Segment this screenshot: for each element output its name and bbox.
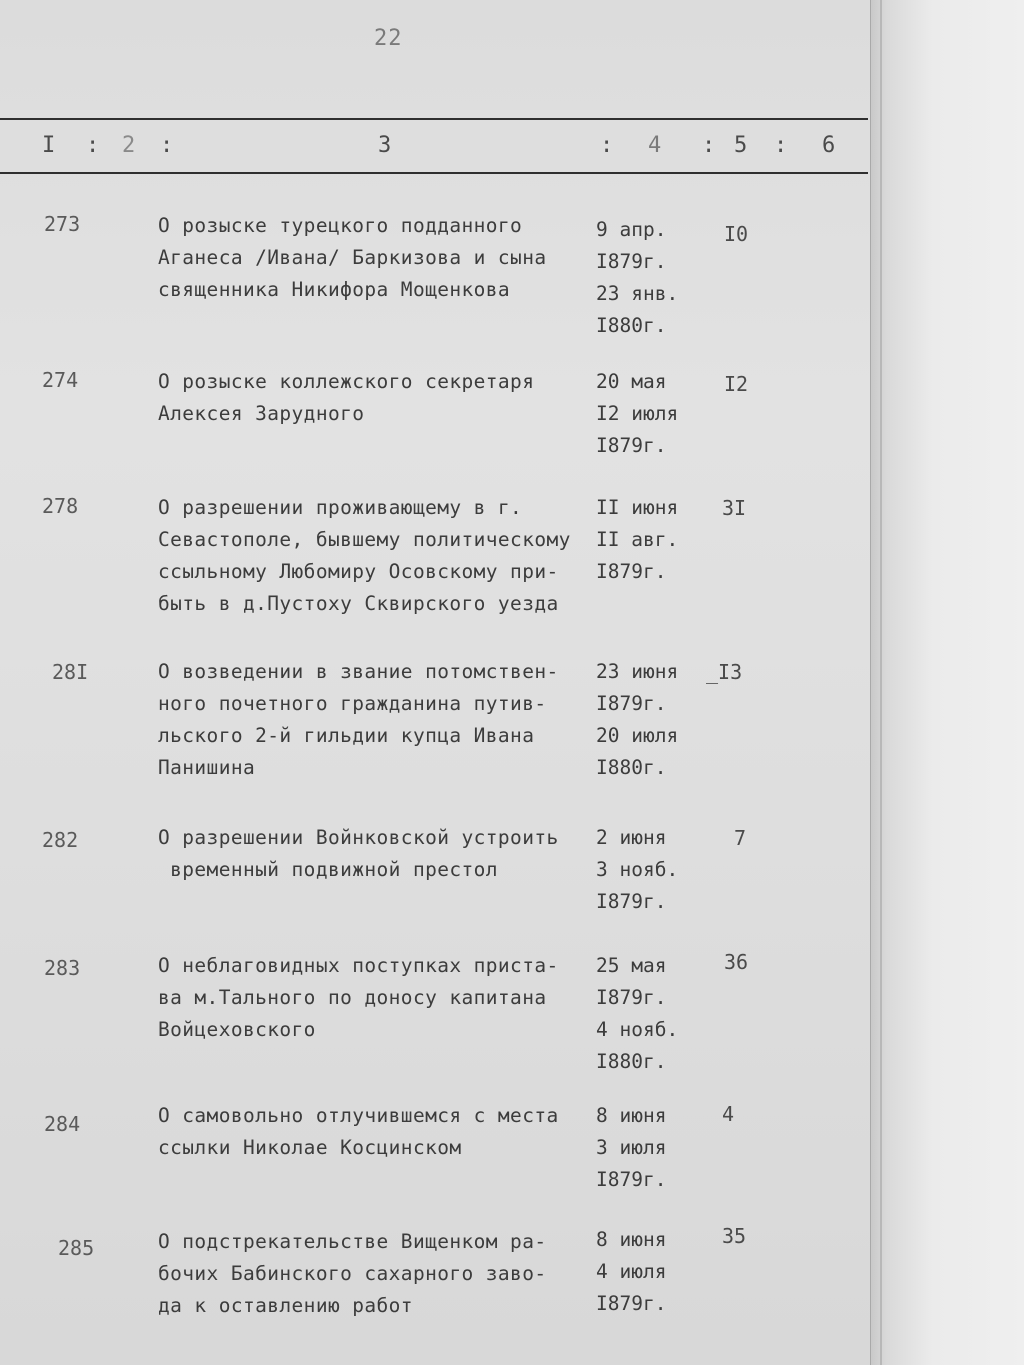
entry-date-line: I879г. bbox=[596, 986, 667, 1009]
entry-title-line: О самовольно отлучившемся с места bbox=[158, 1104, 559, 1127]
entry-date-line: I879г. bbox=[596, 1292, 667, 1315]
column-header-6: 6 bbox=[822, 133, 836, 158]
entry-title bbox=[158, 1100, 598, 1164]
entry-date-line: I880г. bbox=[596, 314, 667, 337]
page-fold-shadow bbox=[880, 0, 882, 1365]
entry-title-line: бочих Бабинского сахарного заво- bbox=[158, 1262, 547, 1285]
entry-title bbox=[158, 656, 598, 784]
column-separator: : bbox=[600, 133, 614, 158]
column-header-3: 3 bbox=[378, 133, 392, 158]
entry-date-line: 23 июня bbox=[596, 660, 679, 683]
entry-title-line: священника Никифора Мощенкова bbox=[158, 278, 511, 301]
entry-date-line: II авг. bbox=[596, 528, 679, 551]
entry-number: 284 bbox=[44, 1112, 81, 1136]
entry-sheet-count: 7 bbox=[734, 826, 747, 850]
entry-date-line: 3 июля bbox=[596, 1136, 667, 1159]
entry-title-line: О неблаговидных поступках приста- bbox=[158, 954, 559, 977]
entry-date-line: 9 апр. bbox=[596, 218, 667, 241]
entry-date-line: 8 июня bbox=[596, 1228, 667, 1251]
entry-title-line: ного почетного гражданина путив- bbox=[158, 692, 547, 715]
entry-sheet-count: 35 bbox=[722, 1224, 747, 1248]
entry-date-line: 2 июня bbox=[596, 826, 667, 849]
entry-title-line: Аганеса /Ивана/ Баркизова и сына bbox=[158, 246, 547, 269]
entry-title-line: Панишина bbox=[158, 756, 256, 779]
entry-title-line: ссыльному Любомиру Осовскому при- bbox=[158, 560, 559, 583]
entry-dates bbox=[596, 214, 706, 342]
header-rule-top bbox=[0, 118, 868, 120]
entry-number: 285 bbox=[58, 1236, 95, 1260]
entry-title-line: О розыске коллежского секретаря bbox=[158, 370, 535, 393]
entry-title bbox=[158, 950, 598, 1046]
entry-title-line: Алексея Зарудного bbox=[158, 402, 365, 425]
entry-sheet-count: I2 bbox=[724, 372, 749, 396]
entry-number: 28I bbox=[52, 660, 89, 684]
entry-date-line: 4 июля bbox=[596, 1260, 667, 1283]
column-separator: : bbox=[86, 133, 100, 158]
entry-sheet-count: 3I bbox=[722, 496, 747, 520]
entry-title-line: ва м.Тального по доносу капитана bbox=[158, 986, 547, 1009]
entry-dates bbox=[596, 656, 706, 784]
entry-date-line: I2 июля bbox=[596, 402, 679, 425]
entry-title-line: быть в д.Пустоху Сквирского уезда bbox=[158, 592, 559, 615]
entry-title bbox=[158, 492, 598, 620]
entry-sheet-count: 4 bbox=[722, 1102, 735, 1126]
entry-number: 274 bbox=[42, 368, 79, 392]
entry-dates bbox=[596, 950, 706, 1078]
entry-date-line: 4 нояб. bbox=[596, 1018, 679, 1041]
entry-title-line: О подстрекательстве Вищенком ра- bbox=[158, 1230, 547, 1253]
entry-date-line: I879г. bbox=[596, 1168, 667, 1191]
column-header-5: 5 bbox=[734, 133, 748, 158]
entry-number: 273 bbox=[44, 212, 81, 236]
entry-sheet-count: 36 bbox=[724, 950, 749, 974]
entry-dates bbox=[596, 1100, 706, 1196]
entry-title bbox=[158, 366, 598, 430]
entry-title-line: льского 2-й гильдии купца Ивана bbox=[158, 724, 535, 747]
entry-date-line: 23 янв. bbox=[596, 282, 679, 305]
entry-date-line: I880г. bbox=[596, 756, 667, 779]
entry-date-line: I879г. bbox=[596, 250, 667, 273]
entry-dates bbox=[596, 822, 706, 918]
entry-date-line: II июня bbox=[596, 496, 679, 519]
entry-sheet-count: _I3 bbox=[706, 660, 743, 684]
entry-title-line: ссылки Николае Косцинском bbox=[158, 1136, 462, 1159]
entry-title-line: О разрешении Войнковской устроить bbox=[158, 826, 559, 849]
entry-number: 282 bbox=[42, 828, 79, 852]
column-header-2: 2 bbox=[122, 133, 136, 158]
column-separator: : bbox=[160, 133, 174, 158]
column-header-1: I bbox=[42, 133, 56, 158]
entry-date-line: 25 мая bbox=[596, 954, 667, 977]
entry-date-line: I879г. bbox=[596, 890, 667, 913]
entry-date-line: I879г. bbox=[596, 560, 667, 583]
entry-number: 278 bbox=[42, 494, 79, 518]
column-separator: : bbox=[702, 133, 716, 158]
entry-sheet-count: I0 bbox=[724, 222, 749, 246]
entry-title-line: да к оставлению работ bbox=[158, 1294, 413, 1317]
entry-title-line: Войцеховского bbox=[158, 1018, 316, 1041]
entry-title-line: О розыске турецкого подданного bbox=[158, 214, 523, 237]
entry-dates bbox=[596, 366, 706, 462]
entry-date-line: I879г. bbox=[596, 434, 667, 457]
entry-title-line: О разрешении проживающему в г. bbox=[158, 496, 523, 519]
header-rule-bottom bbox=[0, 172, 868, 174]
entry-date-line: 8 июня bbox=[596, 1104, 667, 1127]
entry-number: 283 bbox=[44, 956, 81, 980]
entry-dates bbox=[596, 492, 706, 588]
entry-title bbox=[158, 210, 598, 306]
underlying-sheet bbox=[870, 0, 1024, 1365]
page-number: 22 bbox=[374, 26, 403, 51]
entry-title-line: временный подвижной престол bbox=[158, 858, 498, 881]
column-header-4: 4 bbox=[648, 133, 662, 158]
entry-title-line: Севастополе, бывшему политическому bbox=[158, 528, 571, 551]
entry-date-line: 3 нояб. bbox=[596, 858, 679, 881]
entry-date-line: 20 июля bbox=[596, 724, 679, 747]
entry-date-line: 20 мая bbox=[596, 370, 667, 393]
entry-title-line: О возведении в звание потомствен- bbox=[158, 660, 559, 683]
column-separator: : bbox=[774, 133, 788, 158]
entry-title bbox=[158, 1226, 598, 1322]
entry-date-line: I880г. bbox=[596, 1050, 667, 1073]
entry-date-line: I879г. bbox=[596, 692, 667, 715]
entry-dates bbox=[596, 1224, 706, 1320]
entry-title bbox=[158, 822, 598, 886]
